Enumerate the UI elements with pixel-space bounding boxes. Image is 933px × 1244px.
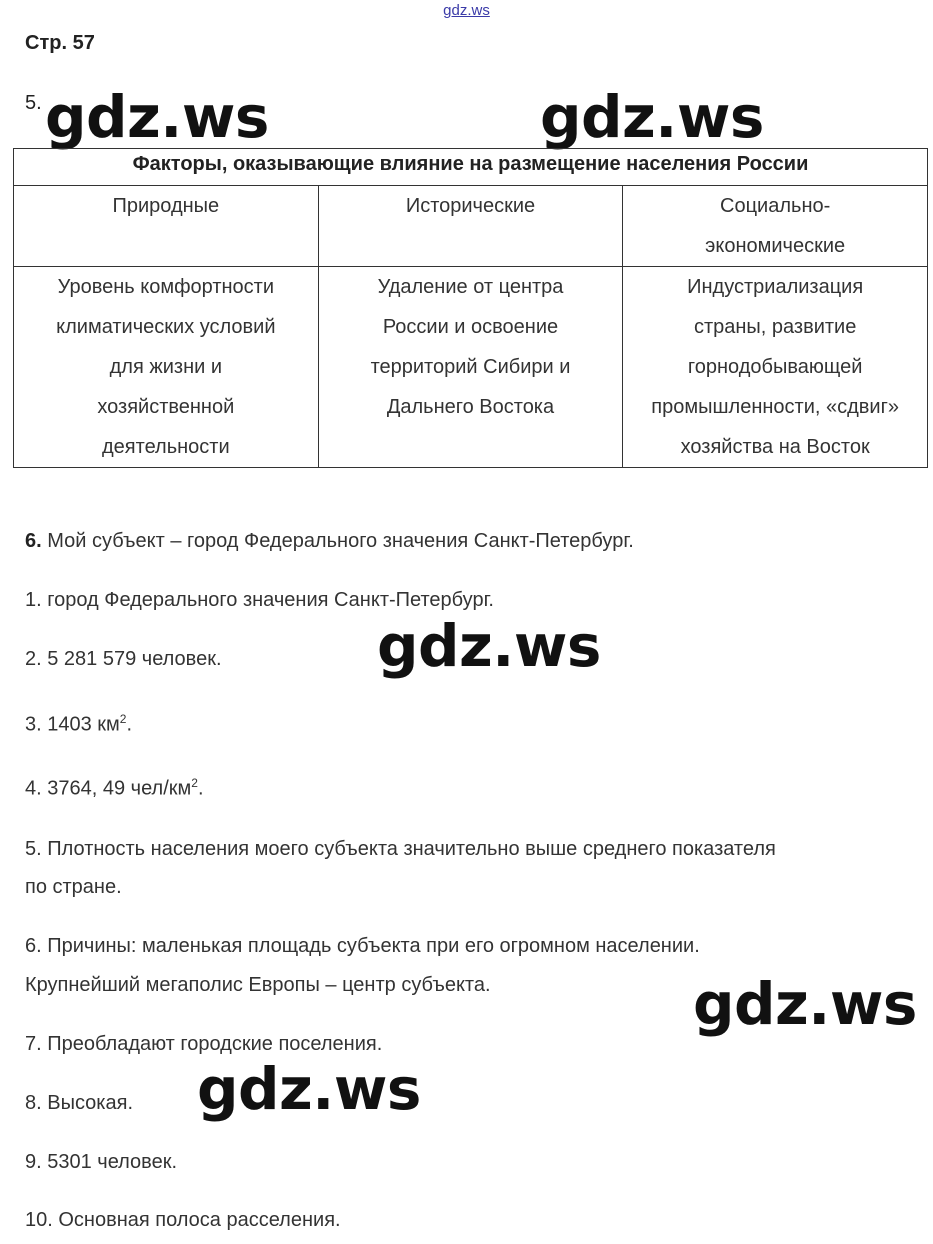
task5-number: 5. bbox=[25, 92, 42, 114]
cell-line: Дальнего Востока bbox=[386, 396, 555, 418]
answer-3-sup: 2 bbox=[119, 712, 127, 726]
watermark: gdz.ws bbox=[540, 83, 764, 151]
category-header-natural bbox=[14, 186, 319, 267]
header-line: Социально- bbox=[720, 195, 831, 217]
header-line: Природные bbox=[112, 195, 220, 217]
answer-3-end: . bbox=[126, 713, 133, 736]
page-label: Стр. 57 bbox=[25, 32, 95, 54]
answer-2: 2. 5 281 579 человек. bbox=[25, 648, 222, 670]
cell-socioeconomic bbox=[623, 267, 928, 468]
watermark: gdz.ws bbox=[377, 612, 601, 680]
cell-line: России и освоение bbox=[382, 316, 559, 338]
cell-line: горнодобывающей bbox=[687, 356, 863, 378]
cell-line: климатических условий bbox=[56, 316, 276, 338]
task6-number: 6. bbox=[25, 530, 42, 552]
answer-4 bbox=[25, 776, 204, 801]
cell-line: Уровень комфортности bbox=[57, 276, 275, 298]
cell-line: страны, развитие bbox=[693, 316, 857, 338]
answer-8: 8. Высокая. bbox=[25, 1092, 133, 1114]
header-line: Исторические bbox=[405, 195, 536, 217]
task6-intro-text: Мой субъект – город Федерального значения Санкт-Петербург. bbox=[47, 530, 634, 552]
answer-10: 10. Основная полоса расселения. bbox=[25, 1209, 341, 1231]
cell-line: хозяйственной bbox=[97, 396, 235, 418]
cell-line: хозяйства на Восток bbox=[680, 436, 870, 458]
cell-historical bbox=[318, 267, 623, 468]
answer-3 bbox=[25, 712, 132, 737]
category-header-historical bbox=[318, 186, 623, 267]
cell-line: промышленности, «сдвиг» bbox=[651, 396, 900, 418]
watermark: gdz.ws bbox=[45, 83, 269, 151]
cell-natural bbox=[14, 267, 319, 468]
factors-table bbox=[13, 148, 928, 468]
answer-5-line-1: 5. Плотность населения моего субъекта значительно выше среднего показателя bbox=[25, 838, 776, 860]
cell-line: деятельности bbox=[102, 436, 230, 458]
cell-line: Удаление от центра bbox=[377, 276, 564, 298]
answer-9: 9. 5301 человек. bbox=[25, 1151, 178, 1173]
answer-7: 7. Преобладают городские поселения. bbox=[25, 1033, 383, 1055]
answer-3-text: 3. 1403 км bbox=[25, 713, 120, 736]
watermark: gdz.ws bbox=[197, 1055, 421, 1123]
answer-6-line-1: 6. Причины: маленькая площадь субъекта при его огромном населении. bbox=[25, 935, 700, 957]
task6-intro bbox=[25, 530, 634, 553]
table-title: Факторы, оказывающие влияние на размещение населения России bbox=[14, 149, 928, 186]
answer-4-end: . bbox=[197, 777, 204, 800]
answer-4-sup: 2 bbox=[191, 776, 198, 790]
category-header-socioeconomic bbox=[623, 186, 928, 267]
header-line: экономические bbox=[705, 235, 846, 257]
answer-6-line-2: Крупнейший мегаполис Европы – центр субъекта. bbox=[25, 974, 491, 996]
cell-line: для жизни и bbox=[109, 356, 223, 378]
watermark: gdz.ws bbox=[693, 970, 917, 1038]
answer-1: 1. город Федерального значения Санкт-Петербург. bbox=[25, 589, 494, 611]
cell-line: территорий Сибири и bbox=[370, 356, 571, 378]
answer-4-text: 4. 3764, 49 чел/км bbox=[25, 777, 192, 800]
answer-5-line-2: по стране. bbox=[25, 876, 122, 898]
cell-line: Индустриализация bbox=[687, 276, 864, 298]
site-link[interactable]: gdz.ws bbox=[443, 2, 490, 19]
